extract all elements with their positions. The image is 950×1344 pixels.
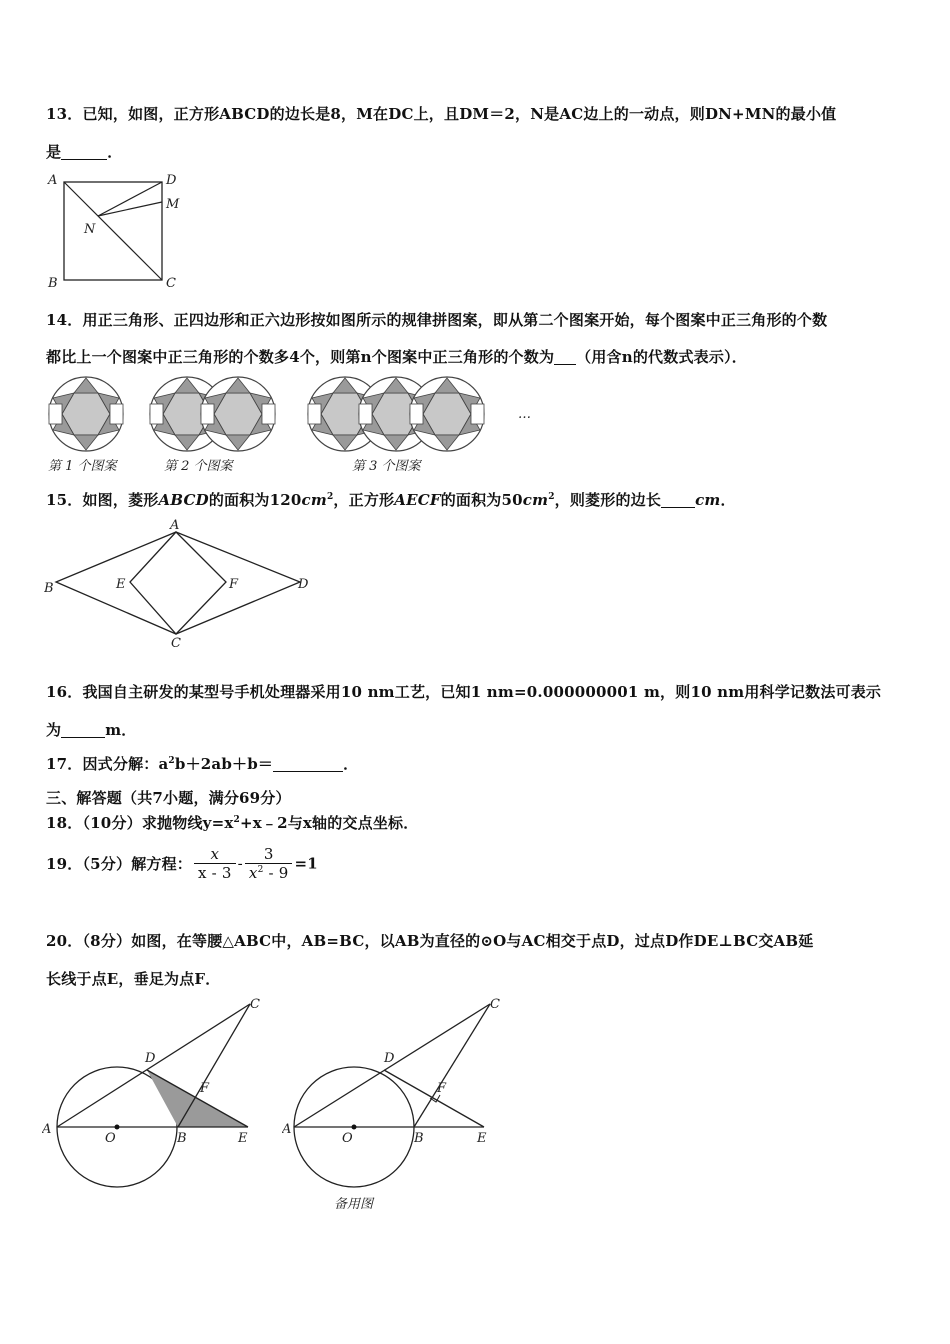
q15-cm-1: cm xyxy=(301,491,327,509)
fraction-1-numerator: x xyxy=(210,845,220,863)
q14-line2-post: （用含n的代数式表示）． xyxy=(576,348,747,366)
q18-line xyxy=(46,812,418,833)
label-B: B xyxy=(44,581,54,596)
q15-figure-rhombus xyxy=(44,516,314,652)
q17-post: b＋2ab＋b＝ xyxy=(174,755,274,773)
answer-blank xyxy=(661,492,695,508)
label-B: B xyxy=(414,1131,424,1146)
q14-line1: 14．用正三角形、正四边形和正六边形按如图所示的规律拼图案，即从第二个图案开始，每个图案中正三角形的个数 xyxy=(46,311,828,329)
q15-mid3: 的面积为50 xyxy=(440,491,523,509)
label-E: E xyxy=(116,577,126,592)
q15-line xyxy=(46,489,736,510)
label-M: M xyxy=(166,197,180,212)
q19-pre: 19．（5分）解方程： xyxy=(46,855,193,873)
label-D: D xyxy=(298,577,309,592)
pattern-2 xyxy=(150,377,275,451)
label-A: A xyxy=(48,173,58,188)
q15-mid1: 的面积为120 xyxy=(208,491,302,509)
q15-aecf: AECF xyxy=(394,491,441,509)
fraction-1 xyxy=(194,845,236,882)
label-O: O xyxy=(342,1131,353,1146)
label-D: D xyxy=(384,1051,395,1066)
q15-cm-2: cm xyxy=(522,491,549,509)
label-F: F xyxy=(200,1081,210,1096)
q20-figure-backup xyxy=(282,992,512,1216)
q15-end: ． xyxy=(720,491,736,509)
q13-line1: 13．已知，如图，正方形ABCD的边长是8，M在DC上，且DM＝2，N是AC边上的一动点，则DN+MN的最小值 xyxy=(46,105,837,123)
q13-line2 xyxy=(46,141,122,162)
fraction-2-den-rest: - 9 xyxy=(263,864,289,882)
q17-sup: 2 xyxy=(168,756,175,766)
q15-mid4: ，则菱形的边长 xyxy=(554,491,662,509)
q15-sq-1: 2 xyxy=(326,492,334,502)
label-C: C xyxy=(490,997,500,1012)
q20-line1: 20．（8分）如图，在等腰△ABC中，AB=BC，以AB为直径的⊙O与AC相交于点D，过点D作DE⊥BC交AB延 xyxy=(46,932,814,950)
label-F: F xyxy=(229,577,239,592)
q13-line2-pre: 是 xyxy=(46,143,62,161)
q15-cm-3: cm xyxy=(695,491,721,509)
answer-blank xyxy=(61,144,107,160)
q17-end: ． xyxy=(343,755,359,773)
q19-line xyxy=(46,845,318,882)
q20-line2: 长线于点E，垂足为点F． xyxy=(46,970,221,988)
label-C: C xyxy=(250,997,260,1012)
q15-abcd: ABCD xyxy=(158,491,209,509)
answer-blank xyxy=(554,349,576,365)
q15-sq-2: 2 xyxy=(548,492,555,502)
label-A: A xyxy=(282,1122,292,1137)
ellipsis: … xyxy=(518,407,531,422)
label-F: F xyxy=(437,1081,447,1096)
q20-figure-main xyxy=(42,992,272,1196)
q14-line2-pre: 都比上一个图案中正三角形的个数多4个，则第n个图案中正三角形的个数为 xyxy=(46,348,555,366)
pattern-1 xyxy=(49,377,123,451)
label-A: A xyxy=(42,1122,52,1137)
label-A: A xyxy=(170,518,180,533)
label-E: E xyxy=(238,1131,248,1146)
q18-pre: 18．（10分）求抛物线y=x xyxy=(46,814,234,832)
q18-sup: 2 xyxy=(233,815,240,825)
q16-line2-post: m． xyxy=(105,721,137,739)
q16-line1: 16．我国自主研发的某型号手机处理器采用10 nm工艺，已知1 nm=0.000000001 m，则10 nm用科学记数法可表示 xyxy=(46,683,882,701)
q15-pre: 15．如图，菱形 xyxy=(46,491,159,509)
answer-blank xyxy=(61,722,105,738)
caption-pattern-1: 第 1 个图案 xyxy=(48,459,117,474)
label-O: O xyxy=(105,1131,116,1146)
q17-pre: 17．因式分解：a xyxy=(46,755,169,773)
q18-post: +x﹣2与x轴的交点坐标． xyxy=(239,814,419,832)
fraction-2 xyxy=(245,845,293,882)
q15-mid2: ，正方形 xyxy=(333,491,395,509)
q16-line2 xyxy=(46,719,136,740)
q19-end: =1 xyxy=(294,854,318,873)
section-3-title: 三、解答题（共7小题，满分69分） xyxy=(46,789,291,807)
fraction-2-denominator xyxy=(245,863,293,882)
q17-line xyxy=(46,753,358,774)
label-C: C xyxy=(166,276,176,290)
label-B: B xyxy=(48,276,58,290)
fraction-2-den-sup: 2 xyxy=(257,865,264,875)
fraction-2-den-x: x xyxy=(248,864,258,882)
fraction-1-denominator: x - 3 xyxy=(194,863,236,882)
q16-line2-pre: 为 xyxy=(46,721,62,739)
q14-figure-patterns xyxy=(44,374,564,478)
label-D: D xyxy=(145,1051,156,1066)
q14-line2 xyxy=(46,346,747,367)
answer-blank xyxy=(273,756,343,772)
caption-pattern-2: 第 2 个图案 xyxy=(164,459,233,474)
backup-figure-caption: 备用图 xyxy=(334,1197,374,1212)
pattern-3 xyxy=(308,377,484,451)
q19-minus: - xyxy=(237,854,243,873)
label-E: E xyxy=(477,1131,487,1146)
label-C: C xyxy=(171,636,181,648)
label-D: D xyxy=(166,173,177,188)
q13-line2-post: ． xyxy=(107,143,123,161)
label-N: N xyxy=(84,222,96,237)
q13-figure-square xyxy=(46,170,186,294)
fraction-2-numerator: 3 xyxy=(263,845,274,863)
label-B: B xyxy=(177,1131,187,1146)
caption-pattern-3: 第 3 个图案 xyxy=(352,459,421,474)
